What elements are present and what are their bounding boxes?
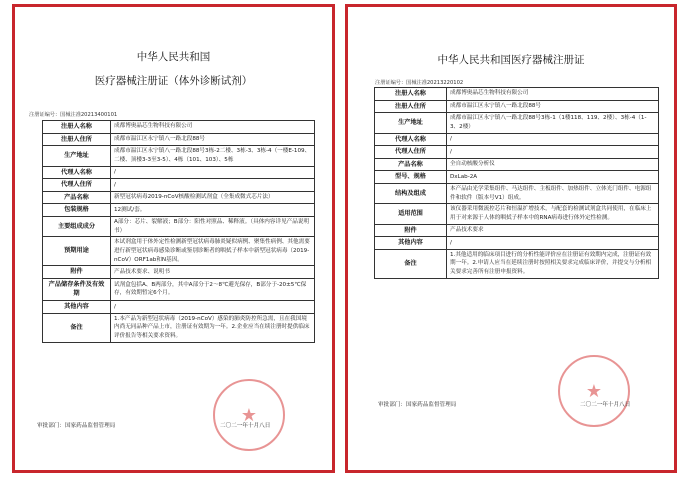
table-row xyxy=(43,204,315,217)
table-row xyxy=(375,183,659,203)
row-label: 生产地址 xyxy=(375,113,447,133)
certificate-title-line1: 中华人民共和国 xyxy=(136,51,211,63)
registration-certificate-reagent xyxy=(12,4,335,473)
row-value: 成都市温江区永宁镇八一路北段88号 xyxy=(111,133,315,146)
certificate-info-table xyxy=(374,87,659,279)
row-label: 生产地址 xyxy=(43,146,111,166)
row-label: 备注 xyxy=(43,313,111,342)
table-row xyxy=(43,166,315,179)
row-label: 代理人名称 xyxy=(375,133,447,146)
table-row xyxy=(43,133,315,146)
row-value: 1.本产品为新型冠状病毒（2019-nCoV）感染的肺炎防控所急需，且在我国境内尚无同品种产品上市，注册证有效期为一年。2.企业应当在续注册时提供临床评价报告等相关要求资料。 xyxy=(111,313,315,342)
row-value: 产品技术要求 xyxy=(447,224,659,237)
table-row xyxy=(375,113,659,133)
row-value: 成都博奥晶芯生物科技有限公司 xyxy=(111,121,315,134)
table-row xyxy=(43,216,315,236)
row-label: 其他内容 xyxy=(43,301,111,314)
table-row xyxy=(375,146,659,159)
row-value: 成都市温江区永宁镇八一路北段88号 xyxy=(447,100,659,113)
table-row xyxy=(375,133,659,146)
row-value: 全自动核酸分析仪 xyxy=(447,158,659,171)
row-label: 产品名称 xyxy=(43,191,111,204)
registration-certificate-device xyxy=(345,4,677,473)
row-label: 包装规格 xyxy=(43,204,111,217)
row-value: DxLab-2A xyxy=(447,171,659,184)
row-label: 备注 xyxy=(375,249,447,278)
row-value: A部分：芯片、裂解液；B部分：阳性对照品、稀释液。（具体内容详见产品说明书） xyxy=(111,216,315,236)
table-row xyxy=(43,237,315,266)
row-value: 该仪器采用微流控芯片和恒温扩增技术，与配套的检测试剂盒共同使用，在临床上用于对来源于人体的咽拭子样本中的RNA病毒进行体外定性检测。 xyxy=(447,204,659,224)
row-value: 成都市温江区永宁镇八一路北段88号3栋-1（1楼118、119、2楼）、3栋-4（1-3、2楼） xyxy=(447,113,659,133)
row-value: / xyxy=(111,301,315,314)
row-value: 试剂盒包括A、B两部分，其中A部分于2～8℃避光保存，B部分于-20±5℃保存，有效期暂定6个月。 xyxy=(111,278,315,300)
table-row xyxy=(375,88,659,101)
registration-number: 注册证编号：国械注准20213220102 xyxy=(375,80,464,86)
row-label: 型号、规格 xyxy=(375,171,447,184)
row-label: 预期用途 xyxy=(43,237,111,266)
certificate-title-line2: 医疗器械注册证（体外诊断试剂） xyxy=(94,75,253,87)
row-label: 其他内容 xyxy=(375,237,447,250)
row-value: 成都市温江区永宁镇八一路北段88号3栋-2二楼、3栋-3、3栋-4（一楼E-109、二楼、顶楼3-3至3-5）、4栋（101、103）、5栋 xyxy=(111,146,315,166)
row-label: 注册人住所 xyxy=(43,133,111,146)
row-label: 注册人名称 xyxy=(43,121,111,134)
table-row xyxy=(375,224,659,237)
row-label: 代理人名称 xyxy=(43,166,111,179)
row-value: / xyxy=(447,133,659,146)
table-row xyxy=(43,191,315,204)
table-row xyxy=(375,158,659,171)
row-label: 注册人名称 xyxy=(375,88,447,101)
row-label: 结构及组成 xyxy=(375,183,447,203)
row-value: 12测试/套。 xyxy=(111,204,315,217)
registration-number: 注册证编号：国械注准20213400101 xyxy=(29,112,118,118)
official-seal-stamp xyxy=(213,379,285,451)
row-value: 成都博奥晶芯生物科技有限公司 xyxy=(447,88,659,101)
table-row xyxy=(43,179,315,192)
row-value: 本试剂盒用于体外定性检测新型冠状病毒肺炎疑似病例、聚集性病例、其他需要进行新型冠状病毒感染诊断或鉴别诊断者的咽拭子样本中新型冠状病毒（2019-nCoV）ORF1ab和N基因。 xyxy=(111,237,315,266)
certificate-info-table xyxy=(42,120,315,343)
table-row xyxy=(375,237,659,250)
approval-authority: 审批部门：国家药品监督管理局 xyxy=(378,402,457,408)
row-label: 适用范围 xyxy=(375,204,447,224)
row-label: 附件 xyxy=(43,266,111,279)
table-row xyxy=(43,266,315,279)
approval-date: 二〇二一年十月八日 xyxy=(580,402,631,408)
approval-authority: 审批部门：国家药品监督管理局 xyxy=(37,423,116,429)
row-value: 产品技术要求、说明书 xyxy=(111,266,315,279)
row-label: 产品储存条件及有效期 xyxy=(43,278,111,300)
table-row xyxy=(43,313,315,342)
row-label: 代理人住所 xyxy=(43,179,111,192)
table-row xyxy=(375,171,659,184)
row-value: / xyxy=(111,179,315,192)
row-value: / xyxy=(111,166,315,179)
approval-date: 二〇二一年十月八日 xyxy=(220,423,271,429)
table-row xyxy=(43,301,315,314)
row-value: 新型冠状病毒2019-nCoV核酸检测试剂盒（全集成微式芯片法） xyxy=(111,191,315,204)
table-row xyxy=(375,100,659,113)
row-label: 代理人住所 xyxy=(375,146,447,159)
table-row xyxy=(43,146,315,166)
table-row xyxy=(43,278,315,300)
row-value: 本产品由光学采集组件、马达组件、主板组件、加热组件、立体光门组件、电源组件和软件（版本号V1）组成。 xyxy=(447,183,659,203)
table-row xyxy=(375,249,659,278)
row-value: / xyxy=(447,237,659,250)
row-label: 注册人住所 xyxy=(375,100,447,113)
row-value: / xyxy=(447,146,659,159)
official-seal-stamp xyxy=(558,355,630,427)
table-row xyxy=(43,121,315,134)
row-label: 产品名称 xyxy=(375,158,447,171)
certificate-title: 中华人民共和国医疗器械注册证 xyxy=(437,54,585,66)
row-value: 1.其他适用的临床项目进行的分析性能评价应在注册证有效期内完成，注册证有效期一年。2.申请人应当在延续注册时按照相关要求完成临床评价，并提交与分析相关要求完善所有注册申报资料。 xyxy=(447,249,659,278)
table-row xyxy=(375,204,659,224)
row-label: 主要组成成分 xyxy=(43,216,111,236)
row-label: 附件 xyxy=(375,224,447,237)
